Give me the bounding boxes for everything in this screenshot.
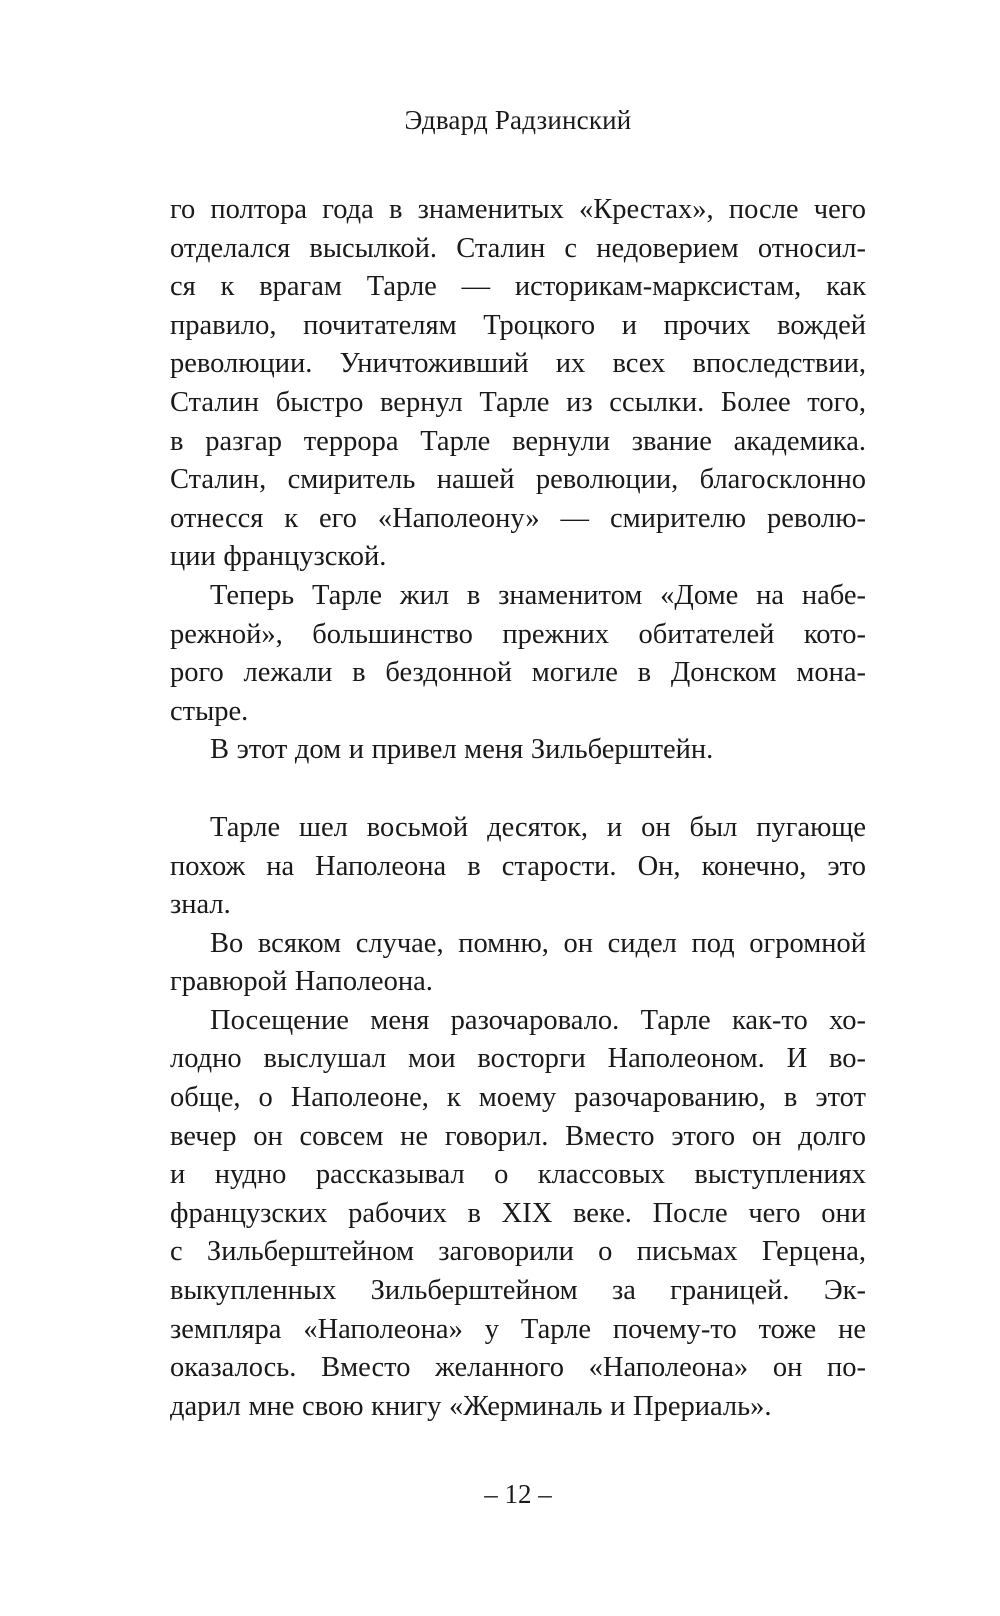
text-line: Посещение меня разочаровало. Тарле как-то хо- <box>210 1004 866 1036</box>
text-line: французских рабочих в XIX веке. После чего они <box>170 1197 866 1229</box>
text-line: В этот дом и привел меня Зильберштейн. <box>210 734 714 766</box>
paragraph <box>170 731 866 770</box>
text-line: стыре. <box>170 695 249 727</box>
text-line: оказалось. Вместо желанного «Наполеона» он по- <box>170 1352 866 1384</box>
text-line: Теперь Тарле жил в знаменитом «Доме на набе- <box>210 579 866 611</box>
text-line: революции. Уничтоживший их всех впоследствии, <box>170 348 866 380</box>
text-line: с Зильберштейном заговорили о письмах Герцена, <box>170 1236 866 1268</box>
text-line: и нудно рассказывал о классовых выступлениях <box>170 1159 866 1191</box>
text-line: Сталин быстро вернул Тарле из ссылки. Более того, <box>170 386 866 418</box>
text-line: лодно выслушал мои восторги Наполеоном. И во- <box>170 1043 866 1075</box>
running-head-author: Эдвард Радзинский <box>404 105 632 135</box>
text-line: земпляра «Наполеона» у Тарле почему-то тоже не <box>170 1313 866 1345</box>
text-line: Тарле шел восьмой десяток, и он был пугающе <box>210 811 866 843</box>
text-line: похож на Наполеона в старости. Он, конечно, это <box>170 850 866 882</box>
text-line: дарил мне свою книгу «Жерминаль и Прериаль». <box>170 1390 772 1422</box>
paragraph <box>170 925 866 1002</box>
text-line: го полтора года в знаменитых «Крестах», после чего <box>170 194 866 225</box>
text-line: Сталин, смиритель нашей революции, благосклонно <box>170 464 866 496</box>
text-line: рого лежали в бездонной могиле в Донском мона- <box>170 657 866 689</box>
text-line: знал. <box>170 889 231 921</box>
text-line: гравюрой Наполеона. <box>170 966 433 998</box>
text-line: режной», большинство прежних обитателей кото- <box>170 618 866 650</box>
text-line: в разгар террора Тарле вернули звание академика. <box>170 425 866 457</box>
paragraph <box>170 577 866 731</box>
text-line: ся к врагам Тарле — историкам-марксистам, как <box>170 271 866 303</box>
text-line: отнесся к его «Наполеону» — смирителю револю- <box>170 502 866 534</box>
paragraph <box>170 191 866 577</box>
page-number: – 12 – <box>484 1479 552 1509</box>
text-line: выкупленных Зильберштейном за границей. Эк- <box>170 1275 866 1307</box>
text-line: отделался высылкой. Сталин с недоверием относил- <box>170 232 866 264</box>
text-line: правило, почитателям Троцкого и прочих вождей <box>170 309 866 341</box>
text-line: Во всяком случае, помню, он сидел под огромной <box>210 927 866 959</box>
paragraph <box>170 809 866 925</box>
text-line: обще, о Наполеоне, к моему разочарованию, в этот <box>170 1082 866 1114</box>
page-text <box>170 191 866 1426</box>
text-line: ции французской. <box>170 541 387 573</box>
paragraph <box>170 1002 866 1427</box>
text-line: вечер он совсем не говорил. Вместо этого он долго <box>170 1120 866 1152</box>
